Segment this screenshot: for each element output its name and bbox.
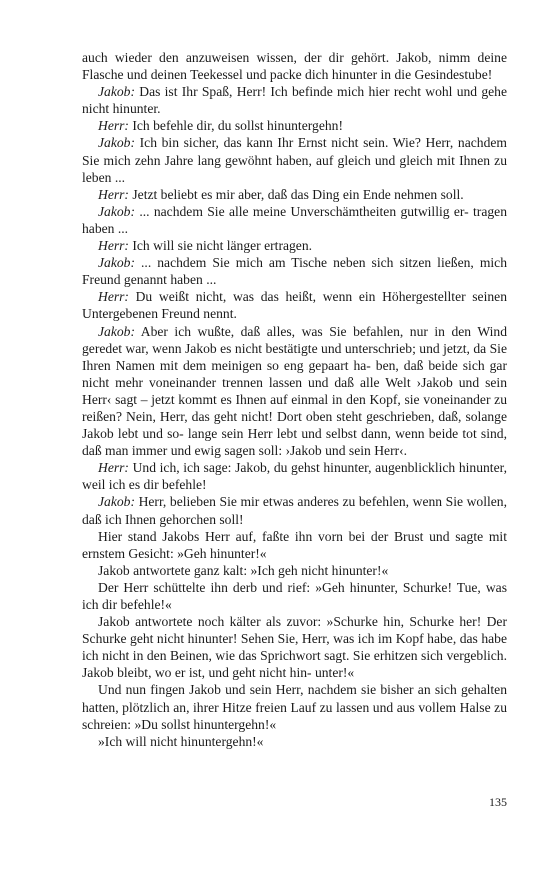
paragraph	[82, 459, 507, 493]
speaker-label: Jakob:	[98, 84, 135, 100]
paragraph-text: Du weißt nicht, was das heißt, wenn ein Höhergestellter seinen Untergebenen Freund nennt.	[82, 289, 507, 322]
paragraph-text: Das ist Ihr Spaß, Herr! Ich befinde mich hier recht wohl und gehe nicht hinunter.	[82, 84, 507, 117]
book-page-text	[82, 49, 507, 750]
paragraph	[82, 254, 507, 288]
paragraph-text: ... nachdem Sie mich am Tische neben sich sitzen ließen, mich Freund genannt haben ...	[82, 255, 507, 288]
paragraph-text: Und ich, ich sage: Jakob, du gehst hinunter, augenblicklich hinunter, weil ich es dir befehle!	[82, 460, 507, 493]
paragraph	[82, 493, 507, 527]
speaker-label: Herr:	[98, 289, 129, 305]
paragraph	[82, 562, 507, 579]
paragraph-text: auch wieder den anzuweisen wissen, der dir gehört. Jakob, nimm deine Flasche und deinen Teekessel und packe dich hinunter in die Gesindestube!	[82, 50, 507, 83]
paragraph-text: Ich will sie nicht länger ertragen.	[128, 238, 313, 254]
paragraph-text: Jakob antwortete noch kälter als zuvor: »Schurke hin, Schurke her! Der Schurke geht nicht hinunter! Sehen Sie, Herr, was ich im Kopf habe, das habe ich nicht in den Beinen, wie das Sprichwort sagt. Sie erhitzen sich vergeblich. Jakob bleibt, wo er ist, und geht nicht hin- unter!«	[82, 614, 507, 681]
paragraph-text: Jetzt beliebt es mir aber, daß das Ding ein Ende nehmen soll.	[128, 186, 464, 202]
paragraph	[82, 288, 507, 322]
speaker-label: Herr:	[98, 238, 129, 254]
paragraph-text: Herr, belieben Sie mir etwas anderes zu befehlen, wenn Sie wollen, daß ich Ihnen gehorchen soll!	[82, 494, 507, 527]
paragraph-text: Aber ich wußte, daß alles, was Sie befahlen, nur in den Wind geredet war, wenn Jakob es nicht bestätigte und unterschrieb; und jetzt, da Sie Ihren Namen mit dem meinigen so eng gepaart ha- ben, daß beide sich gar nicht mehr voneinander trennen lassen und daß alle Welt ›Jakob und sein Herr‹ sagt – jetzt kommt es Ihnen auf einmal in den Kopf, sie voneinander zu reißen? Nein, Herr, das geht nicht! Dort oben steht geschrieben, daß, solange Jakob lebt und so- lange sein Herr lebt und selbst dann, wenn beide tot sind, daß man immer und ewig sagen soll: ›Jakob und sein Herr‹.	[82, 323, 507, 459]
speaker-label: Herr:	[98, 118, 129, 134]
paragraph-text: ... nachdem Sie alle meine Unverschämtheiten gutwillig er- tragen haben ...	[82, 203, 507, 236]
paragraph	[82, 203, 507, 237]
paragraph	[82, 186, 507, 203]
paragraph	[82, 733, 507, 750]
paragraph	[82, 49, 507, 83]
paragraph	[82, 323, 507, 460]
paragraph	[82, 134, 507, 185]
paragraph-text: Hier stand Jakobs Herr auf, faßte ihn vorn bei der Brust und sagte mit ernstem Gesicht: »Geh hinunter!«	[82, 528, 507, 561]
speaker-label: Jakob:	[98, 255, 135, 271]
paragraph-text: »Ich will nicht hinuntergehn!«	[98, 733, 264, 749]
page-number: 135	[489, 795, 507, 809]
paragraph	[82, 613, 507, 681]
paragraph	[82, 117, 507, 134]
speaker-label: Jakob:	[98, 323, 135, 339]
speaker-label: Herr:	[98, 460, 129, 476]
paragraph-text: Der Herr schüttelte ihn derb und rief: »Geh hinunter, Schurke! Tue, was ich dir befehle!«	[82, 579, 507, 612]
paragraph-text: Jakob antwortete ganz kalt: »Ich geh nicht hinunter!«	[98, 562, 389, 578]
paragraph-text: Ich bin sicher, das kann Ihr Ernst nicht sein. Wie? Herr, nachdem Sie mich zehn Jahre lang gewöhnt haben, auf gleich und gleich mit Ihnen zu leben ...	[82, 135, 507, 185]
speaker-label: Jakob:	[98, 135, 135, 151]
paragraph-text: Ich befehle dir, du sollst hinuntergehn!	[128, 118, 343, 134]
paragraph	[82, 237, 507, 254]
speaker-label: Herr:	[98, 186, 129, 202]
paragraph	[82, 579, 507, 613]
paragraph	[82, 528, 507, 562]
speaker-label: Jakob:	[98, 494, 135, 510]
paragraph	[82, 83, 507, 117]
paragraph	[82, 681, 507, 732]
speaker-label: Jakob:	[98, 203, 135, 219]
paragraph-text: Und nun fingen Jakob und sein Herr, nachdem sie bisher an sich gehalten hatten, plötzlich an, ihrer Hitze freien Lauf zu lassen und aus vollem Halse zu schreien: »Du sollst hinuntergehn!«	[82, 682, 507, 732]
